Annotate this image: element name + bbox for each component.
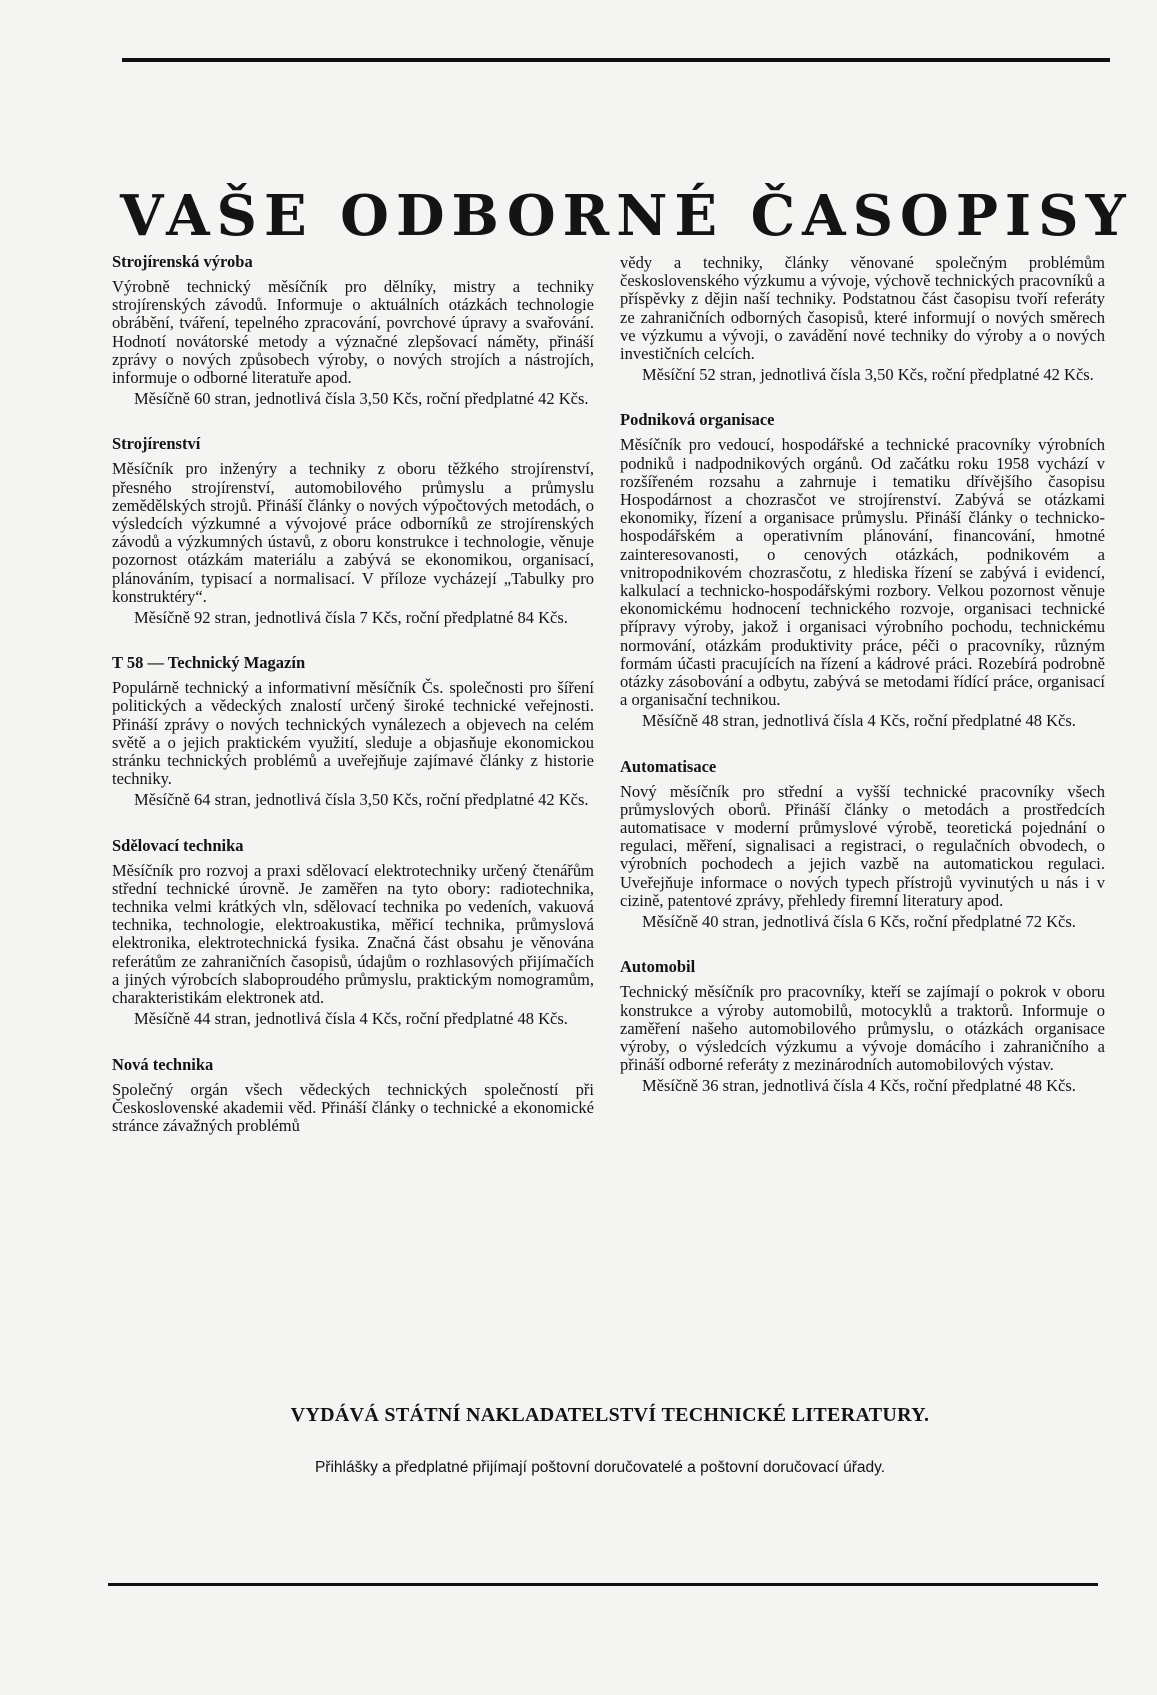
subscription-note: Přihlášky a předplatné přijímají poštovní doručovatelé a poštovní doručovací úřady. xyxy=(314,1459,886,1476)
section-heading: Automobil xyxy=(620,957,696,977)
section-text: Měsíčník pro vedoucí, hospodářské a technické pracovníky výrobních podniků i nadpodnikových orgánů. Od začátku roku 1958 vychází v rozšířeném rozsahu a zahrnuje i tematiku dřívějšího časopisu Hospodárnost a chozrasčot ve strojírenství. Zabývá se otázkami ekonomiky, řízení a organisace průmyslu. Přináší články o technicko-hospodářském a operativním plánování, financování, hmotné zainteresovanosti, o cenových otázkách, podnikovém a vnitropodnikovém chozrasčotu, z hlediska řízení se zabývá i evidencí, kalkulací a technicko-hospodářskými rozbory. Velkou pozornost věnuje ekonomickému hodnocení technického rozvoje, organisaci technické přípravy výroby, jakož i organisaci výrobního pochodu, technickému normování, otázkám produktivity práce, péči o pracovníky, různým formám účasti pracujících na řízení a kádrové práci. Rozebírá podrobně otázky zásobování a odbytu, zabývá se metodami řídící práce, organisací a organisační technikou. xyxy=(620,435,1105,710)
section-heading: Nová technika xyxy=(112,1054,214,1074)
top-rule xyxy=(122,58,1110,62)
section-price: Měsíčně 92 stran, jednotlivá čísla 7 Kčs, roční předplatné 84 Kčs. xyxy=(134,608,568,628)
section-text: Výrobně technický měsíčník pro dělníky, mistry a techniky strojírenských závodů. Informuje o aktuálních otázkách technologie obrábění, tváření, tepelného zpracování, povrchové úpravy a svařování. Hodnotí novátorské metody a význačné zlepšovací náměty, přináší zprávy o nových způsobech výroby, o nových strojích a nástrojích, informuje o odborné literatuře apod. xyxy=(112,277,594,388)
section-text: Technický měsíčník pro pracovníky, kteří se zajímají o pokrok v oboru konstrukce a výroby automobilů, motocyklů a traktorů. Informuje o zaměření našeho automobilového průmyslu, o otázkách organisace výroby, o výsledcích výzkumu a vývoje domácího i zahraničního a přináší odborné referáty z mezinárodních automobilových výstav. xyxy=(620,982,1105,1075)
section-text: Společný orgán všech vědeckých technických společností při Československé akademii věd. Přináší články o technické a ekonomické stránce závažných problémů xyxy=(112,1079,594,1135)
left-column xyxy=(112,252,594,1135)
section-nova-technika-continued xyxy=(620,254,1105,384)
section-automatisace xyxy=(620,757,1105,932)
publisher-line: VYDÁVÁ STÁTNÍ NAKLADATELSTVÍ TECHNICKÉ LITERATURY. xyxy=(290,1404,930,1426)
section-heading: Podniková organisace xyxy=(620,410,775,430)
section-price: Měsíčně 60 stran, jednotlivá čísla 3,50 Kčs, roční předplatné 42 Kčs. xyxy=(134,389,589,409)
section-text: Měsíčník pro rozvoj a praxi sdělovací elektrotechniky určený čtenářům střední technické úrovně. Je zaměřen na tyto obory: radiotechnika, technika velmi krátkých vln, sdělovací technika po vedeních, vakuová technika, technologie, elektroakustika, měřicí technika, průmyslová elektronika, elektrotechnická fysika. Značná část obsahu je věnována referátům ze zahraničních časopisů, údajům o rozhlasových přijímačích a jiných výrobcích slaboproudého průmyslu, praktickým nomogramům, charakteristikám elektronek atd. xyxy=(112,860,594,1008)
section-heading: Strojírenská výroba xyxy=(112,252,253,271)
section-heading: Strojírenství xyxy=(112,434,201,454)
section-nova-technika xyxy=(112,1055,594,1136)
section-sdelovaci-technika xyxy=(112,836,594,1029)
section-price: Měsíční 52 stran, jednotlivá čísla 3,50 Kčs, roční předplatné 42 Kčs. xyxy=(642,365,1094,385)
section-text: Měsíčník pro inženýry a techniky z oboru těžkého strojírenství, přesného strojírenství, automobilového průmyslu a průmyslu zemědělských strojů. Přináší články o nových výpočtových metodách, o výsledcích výzkumné a vývojové práce odborníků ze strojírenských závodů a výzkumných ústavů, z oboru konstrukce i technologie, věnuje pozornost otázkám materiálu a zabývá se ekonomikou, organisací, plánováním, typisací a normalisací. V příloze vycházejí „Tabulky pro konstruktéry“. xyxy=(112,459,594,606)
section-technicky-magazin xyxy=(112,653,594,809)
section-text: Nový měsíčník pro střední a vyšší technické pracovníky všech průmyslových oborů. Přináší články o metodách a prostředcích automatisace v moderní průmyslové výrobě, teoretická pojednání o regulaci, měření, signalisaci a registraci, o regulačních obvodech, o výrobních pochodech a jejich vazbě na automatickou regulaci. Uveřejňuje informace o nových typech přístrojů vyvinutých u nás i v cizině, patentové zprávy, přehledy firemní literatury apod. xyxy=(620,781,1105,910)
section-strojirenstvi xyxy=(112,434,594,627)
section-price: Měsíčně 48 stran, jednotlivá čísla 4 Kčs, roční předplatné 48 Kčs. xyxy=(642,711,1076,731)
section-price: Měsíčně 36 stran, jednotlivá čísla 4 Kčs, roční předplatné 48 Kčs. xyxy=(642,1076,1076,1096)
section-podnikova-organisace xyxy=(620,410,1105,730)
section-automobil xyxy=(620,957,1105,1095)
section-price: Měsíčně 44 stran, jednotlivá čísla 4 Kčs, roční předplatné 48 Kčs. xyxy=(134,1009,568,1029)
bottom-rule xyxy=(108,1583,1098,1586)
section-heading: T 58 — Technický Magazín xyxy=(112,653,306,673)
right-column xyxy=(620,254,1105,1096)
section-heading: Automatisace xyxy=(620,756,717,776)
page-title: VAŠE ODBORNÉ ČASOPISY xyxy=(120,182,1133,249)
section-price: Měsíčně 40 stran, jednotlivá čísla 6 Kčs, roční předplatné 72 Kčs. xyxy=(642,912,1076,932)
section-text: vědy a techniky, články věnované společným problémům československého výzkumu a vývoje, výchově technických pracovníků a příspěvky z dějin naší techniky. Podstatnou část časopisu tvoří referáty ze zahraničních odborných časopisů, které informují o nových směrech ve výzkumu a vývoji, o zavádění nové techniky do výroby a o nových investičních celcích. xyxy=(620,253,1105,364)
section-strojirenska-vyroba xyxy=(112,252,594,408)
section-heading: Sdělovací technika xyxy=(112,835,244,855)
section-price: Měsíčně 64 stran, jednotlivá čísla 3,50 Kčs, roční předplatné 42 Kčs. xyxy=(134,790,589,810)
section-text: Populárně technický a informativní měsíčník Čs. společnosti pro šíření politických a vědeckých znalostí určený široké technické veřejnosti. Přináší zprávy o nových technických vynálezech a objevech na celém světě a o jejich praktickém využití, sleduje a objasňuje ekonomickou stránku technických problémů a uveřejňuje zajímavé články z historie techniky. xyxy=(112,678,594,789)
